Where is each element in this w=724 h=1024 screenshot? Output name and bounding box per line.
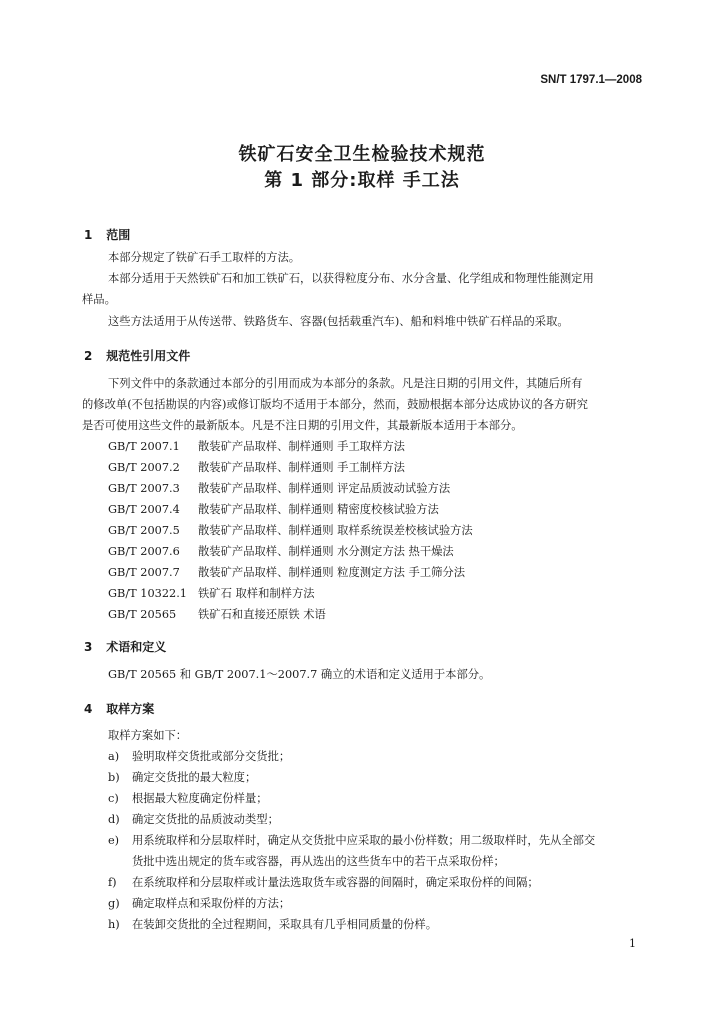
section-heading-2 <box>84 347 190 364</box>
section-heading-1 <box>84 226 130 243</box>
list-text: 确定取样点和采取份样的方法； <box>132 897 291 910</box>
reference-item <box>108 546 454 557</box>
paragraph: 是否可使用这些文件的最新版本。凡是不注日期的引用文件，其最新版本适用于本部分。 <box>82 419 523 432</box>
standard-code: SN/T 1797.1—2008 <box>540 74 642 86</box>
reference-item <box>108 525 473 536</box>
document-subtitle: 第 1 部分:取样 手工法 <box>264 170 460 191</box>
list-text: 在装卸交货批的全过程期间，采取具有几乎相同质量的份样。 <box>132 918 438 931</box>
reference-title: 散装矿产品取样、制样通则 水分测定方法 热干燥法 <box>198 545 454 558</box>
list-item <box>108 814 279 825</box>
document-title: 铁矿石安全卫生检验技术规范 <box>238 144 486 165</box>
reference-title: 铁矿石 取样和制样方法 <box>198 587 315 600</box>
reference-item <box>108 504 439 515</box>
reference-code: GB/T 2007.7 <box>108 566 180 579</box>
section-number: 4 <box>84 702 93 716</box>
list-label: d) <box>108 813 120 826</box>
reference-code: GB/T 20565 <box>108 608 177 621</box>
list-item-continuation <box>132 856 505 867</box>
reference-item <box>108 588 315 599</box>
paragraph: 样品。 <box>82 293 116 306</box>
paragraph: 本部分适用于天然铁矿石和加工铁矿石，以获得粒度分布、水分含量、化学组成和物理性能测定用 <box>108 272 594 285</box>
list-label: g) <box>108 897 120 910</box>
list-item <box>108 772 256 783</box>
section-number: 3 <box>84 640 93 654</box>
list-label: h) <box>108 918 120 931</box>
page-number: 1 <box>629 937 636 950</box>
list-text: 确定交货批的品质波动类型； <box>132 813 279 826</box>
list-text: 货批中选出规定的货车或容器，再从选出的这些货车中的若干点采取份样； <box>132 855 505 868</box>
reference-code: GB/T 2007.1 <box>108 440 180 453</box>
list-label: e) <box>108 834 120 847</box>
reference-code: GB/T 2007.2 <box>108 461 180 474</box>
reference-item <box>108 609 326 620</box>
list-item <box>108 877 539 888</box>
paragraph: 下列文件中的条款通过本部分的引用而成为本部分的条款。凡是注日期的引用文件，其随后所有 <box>108 377 583 390</box>
reference-title: 散装矿产品取样、制样通则 粒度测定方法 手工筛分法 <box>198 566 466 579</box>
paragraph: 的修改单(不包括勘误的内容)或修订版均不适用于本部分，然而，鼓励根据本部分达成协议的各方研究 <box>82 398 588 411</box>
paragraph: 本部分规定了铁矿石手工取样的方法。 <box>108 251 301 264</box>
reference-code: GB/T 2007.4 <box>108 503 180 516</box>
list-text: 根据最大粒度确定份样量； <box>132 792 268 805</box>
section-heading-4 <box>84 700 154 717</box>
list-item <box>108 919 437 930</box>
list-text: 在系统取样和分层取样或计量法选取货车或容器的间隔时，确定采取份样的间隔； <box>132 876 539 889</box>
reference-title: 散装矿产品取样、制样通则 手工取样方法 <box>198 440 405 453</box>
reference-item <box>108 441 405 452</box>
reference-code: GB/T 10322.1 <box>108 587 187 600</box>
list-item <box>108 835 595 846</box>
reference-title: 散装矿产品取样、制样通则 精密度校核试验方法 <box>198 503 439 516</box>
paragraph: GB/T 20565 和 GB/T 2007.1～2007.7 确立的术语和定义适用于本部分。 <box>108 668 491 681</box>
section-title: 范围 <box>106 228 131 242</box>
section-number: 1 <box>84 228 93 242</box>
list-text: 用系统取样和分层取样时，确定从交货批中应采取的最小份样数；用二级取样时，先从全部交 <box>132 834 596 847</box>
reference-item <box>108 567 465 578</box>
section-title: 术语和定义 <box>106 640 167 654</box>
reference-title: 散装矿产品取样、制样通则 取样系统误差校核试验方法 <box>198 524 473 537</box>
reference-item <box>108 462 405 473</box>
paragraph: 这些方法适用于从传送带、铁路货车、容器(包括载重汽车)、船和料堆中铁矿石样品的采取。 <box>108 315 569 328</box>
reference-code: GB/T 2007.3 <box>108 482 180 495</box>
reference-code: GB/T 2007.5 <box>108 524 180 537</box>
list-label: a) <box>108 750 120 763</box>
reference-title: 铁矿石和直接还原铁 术语 <box>198 608 326 621</box>
list-item <box>108 898 290 909</box>
list-item <box>108 793 268 804</box>
paragraph: 取样方案如下： <box>108 729 188 742</box>
reference-code: GB/T 2007.6 <box>108 545 180 558</box>
list-text: 验明取样交货批或部分交货批； <box>132 750 291 763</box>
reference-item <box>108 483 450 494</box>
list-label: c) <box>108 792 119 805</box>
section-heading-3 <box>84 638 166 655</box>
reference-title: 散装矿产品取样、制样通则 评定品质波动试验方法 <box>198 482 451 495</box>
section-title: 取样方案 <box>106 702 155 716</box>
list-item <box>108 751 290 762</box>
list-label: b) <box>108 771 120 784</box>
section-title: 规范性引用文件 <box>106 349 191 363</box>
reference-title: 散装矿产品取样、制样通则 手工制样方法 <box>198 461 405 474</box>
section-number: 2 <box>84 349 93 363</box>
list-label: f) <box>108 876 117 889</box>
list-text: 确定交货批的最大粒度； <box>132 771 257 784</box>
